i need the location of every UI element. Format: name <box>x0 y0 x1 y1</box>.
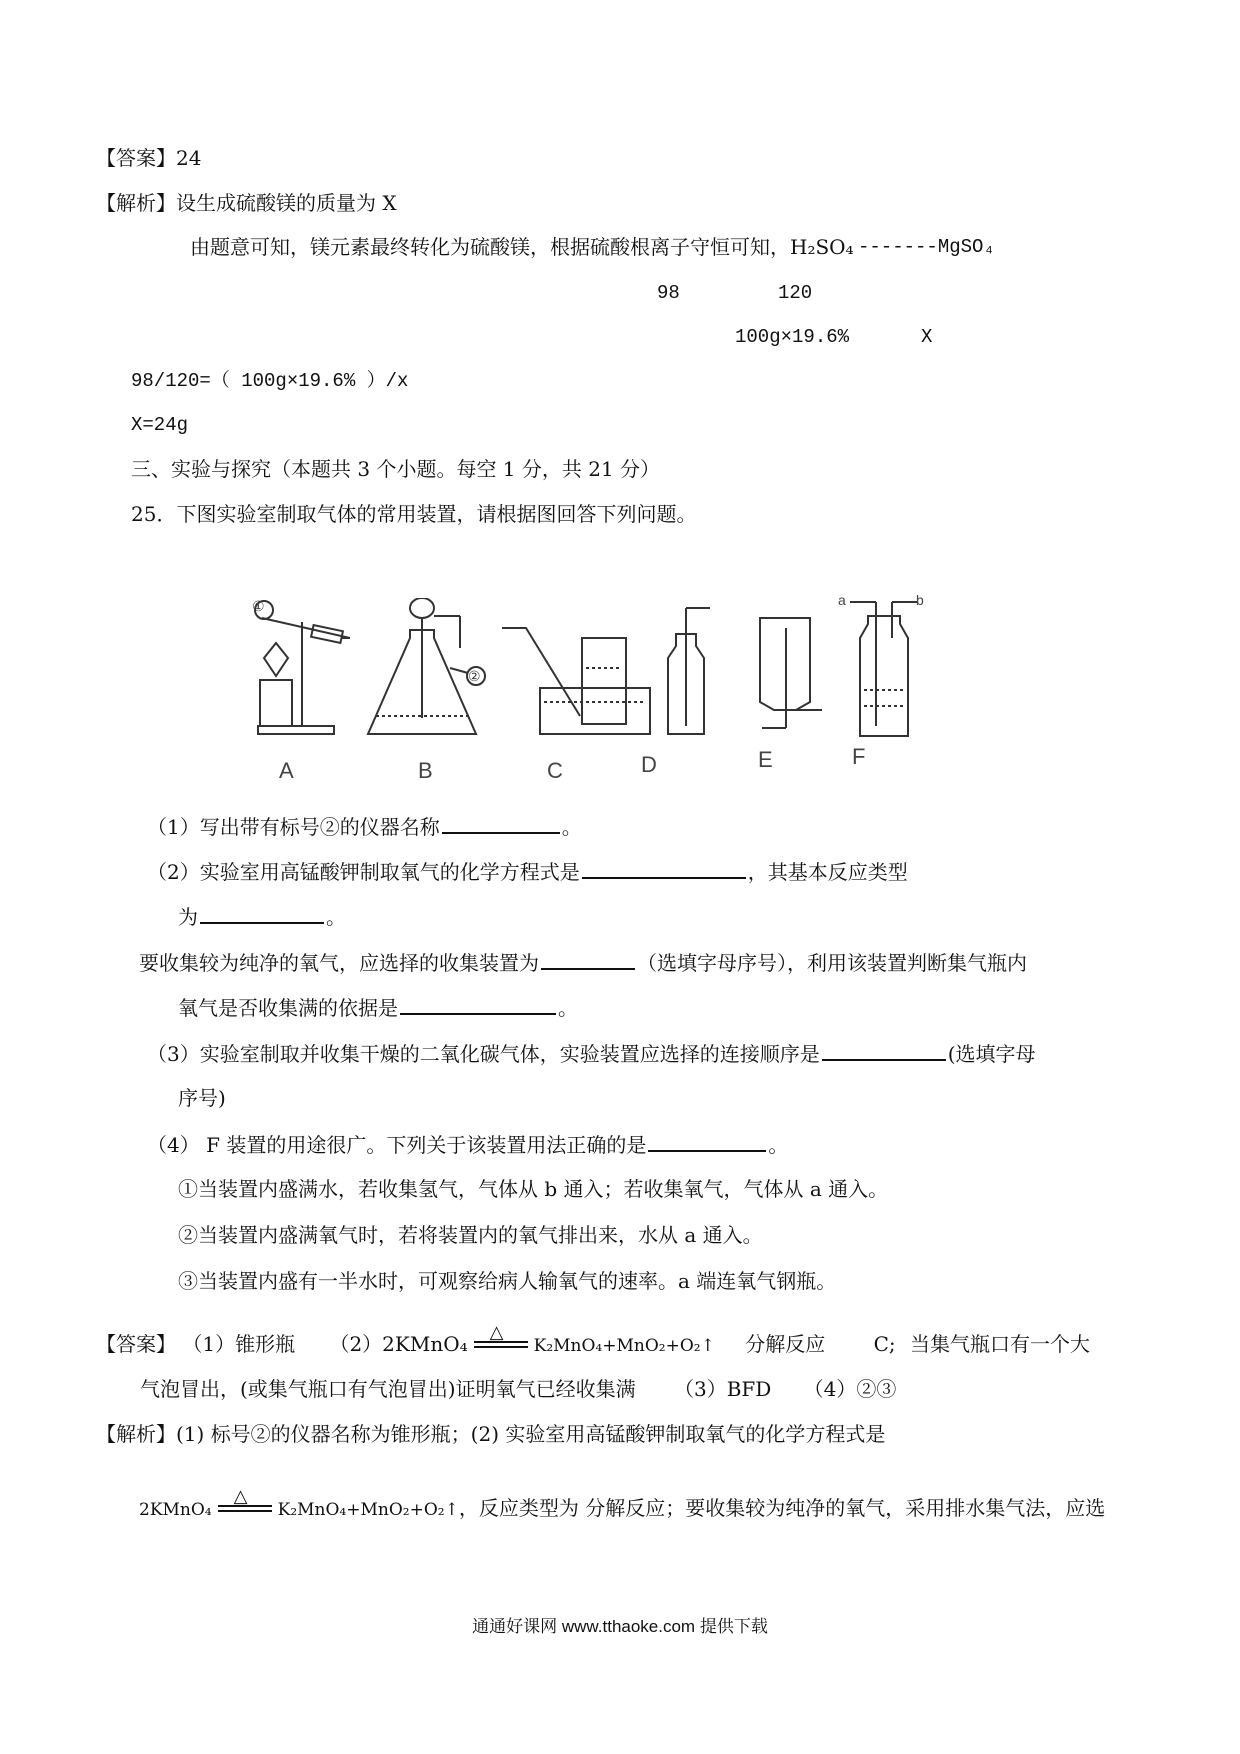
answer-24 <box>96 144 201 172</box>
q25-part2 <box>147 857 908 886</box>
quantity-2: X <box>921 326 933 348</box>
answer-basis-cont: 气泡冒出，(或集气瓶口有气泡冒出)证明氧气已经收集满 <box>140 1377 636 1401</box>
answer-tag: 【答案】 <box>96 1332 176 1356</box>
part-text: （1）写出带有标号②的仪器名称 <box>147 815 440 839</box>
answer-blank[interactable] <box>822 1039 946 1061</box>
answer-25-line1 <box>96 1321 1090 1360</box>
ratio-equation: 98/120=（ 100g×19.6% ）/x <box>131 370 409 392</box>
apparatus-b <box>368 598 485 734</box>
q25-part1 <box>147 812 582 841</box>
heating-condition <box>218 1485 272 1523</box>
part-text: 。 <box>326 905 346 929</box>
answer-blank[interactable] <box>400 993 556 1015</box>
part-text: （4） F 装置的用途很广。下列关于该装置用法正确的是 <box>147 1133 647 1157</box>
analysis-tag: 【解析】 <box>96 1422 176 1446</box>
analysis-25-line1 <box>96 1420 885 1448</box>
formula-relation <box>858 233 995 261</box>
pipe-a-label: a <box>838 592 846 608</box>
option-1: ①当装置内盛满水，若收集氢气，气体从 b 通入；若收集氧气，气体从 a 通入。 <box>178 1177 889 1201</box>
part-text: 为 <box>178 905 198 929</box>
result: X=24g <box>131 414 189 436</box>
answer-blank[interactable] <box>648 1130 766 1152</box>
part-text: 。 <box>561 815 582 839</box>
pipe-b-label: b <box>916 592 924 608</box>
apparatus-figure <box>250 598 950 748</box>
part-text: （选填字母序号），利用该装置判断集气瓶内 <box>637 951 1027 975</box>
answer-25-line2 <box>140 1375 896 1403</box>
label-d: D <box>641 752 657 777</box>
label-a: A <box>279 758 294 783</box>
apparatus-c <box>502 628 650 734</box>
analysis-text: 设生成硫酸镁的质量为 X <box>176 191 397 215</box>
answer-part1: （1）锥形瓶 <box>182 1332 296 1356</box>
answer-products: K₂MnO₄+MnO₂+O₂↑ <box>533 1336 715 1356</box>
section-heading: 三、实验与探究（本题共 3 个小题。每空 1 分，共 21 分） <box>131 457 661 481</box>
apparatus-f <box>850 602 918 736</box>
q25-part2d <box>178 993 578 1022</box>
analysis-text: ，反应类型为 分解反应；要收集较为纯净的氧气，采用排水集气法，应选 <box>458 1496 1106 1520</box>
answer-value: 24 <box>176 146 202 170</box>
answer-collect: C; <box>873 1332 896 1356</box>
delta-symbol: △ <box>489 1321 504 1343</box>
analysis-tag: 【解析】 <box>96 191 176 215</box>
answer-part3: （3）BFD <box>673 1377 772 1401</box>
analysis-text: 由题意可知，镁元素最终转化为硫酸镁，根据硫酸根离子守恒可知， <box>190 235 790 259</box>
option-3: ③当装置内盛有一半水时，可观察给病人输氧气的速率。a 端连氧气钢瓶。 <box>178 1269 837 1293</box>
option-2: ②当装置内盛满氧气时，若将装置内的氧气排出来，水从 a 通入。 <box>178 1223 763 1247</box>
answer-blank[interactable] <box>541 948 635 970</box>
part-text: ，其基本反应类型 <box>747 860 908 884</box>
answer-blank[interactable] <box>582 857 746 879</box>
page-footer: 通通好课网 www.tthaoke.com 提供下载 <box>472 1617 768 1636</box>
label-f: F <box>852 744 866 769</box>
delta-symbol: △ <box>233 1485 248 1507</box>
part-text: 要收集较为纯净的氧气，应选择的收集装置为 <box>139 951 539 975</box>
label-b: B <box>418 758 433 783</box>
q25-part3b: 序号) <box>178 1086 226 1110</box>
answer-blank[interactable] <box>442 812 560 834</box>
part-text: 氧气是否收集满的依据是 <box>178 996 398 1020</box>
q25-part4 <box>147 1130 788 1159</box>
label-e: E <box>758 747 773 772</box>
part-text: (选填字母 <box>947 1042 1036 1066</box>
marker-1: ① <box>252 598 265 614</box>
answer-part4: （4）②③ <box>803 1377 897 1401</box>
analysis-reactant: 2KMnO₄ <box>139 1500 212 1520</box>
analysis-24-line1 <box>96 189 397 217</box>
formula-mgso4: MgSO₄ <box>937 236 995 258</box>
part-text: （2）实验室用高锰酸钾制取氧气的化学方程式是 <box>147 860 580 884</box>
analysis-24-line2 <box>190 233 854 261</box>
apparatus-e <box>760 618 822 728</box>
part-text: （3）实验室制取并收集干燥的二氧化碳气体，实验装置应选择的连接顺序是 <box>147 1042 820 1066</box>
molar-mass-1: 98 <box>657 282 680 304</box>
formula-dashes: ------- <box>858 236 938 258</box>
analysis-25-line2 <box>139 1485 1106 1524</box>
answer-reactant: （2）2KMnO₄ <box>329 1332 468 1356</box>
part-text: 。 <box>558 996 578 1020</box>
label-c: C <box>547 758 563 783</box>
answer-tag: 【答案】 <box>96 146 176 170</box>
molar-mass-2: 120 <box>778 282 813 304</box>
q25-part2c <box>139 948 1027 977</box>
formula-h2so4: H₂SO₄ <box>790 235 854 259</box>
apparatus-a <box>255 601 350 734</box>
apparatus-d <box>668 608 710 734</box>
part-text: 。 <box>768 1133 789 1157</box>
answer-basis: 当集气瓶口有一个大 <box>909 1332 1090 1356</box>
quantity-1: 100g×19.6% <box>735 326 850 348</box>
question-25-stem: 25．下图实验室制取气体的常用装置，请根据图回答下列问题。 <box>131 502 697 526</box>
analysis-products: K₂MnO₄+MnO₂+O₂↑ <box>277 1500 459 1520</box>
analysis-text: (1) 标号②的仪器名称为锥形瓶；(2) 实验室用高锰酸钾制取氧气的化学方程式是 <box>176 1422 886 1446</box>
answer-reaction-type: 分解反应 <box>745 1332 826 1356</box>
heating-condition <box>474 1321 528 1359</box>
q25-part3 <box>147 1039 1036 1068</box>
answer-blank[interactable] <box>200 902 324 924</box>
marker-2: ② <box>468 668 481 684</box>
q25-part2b <box>178 902 346 931</box>
